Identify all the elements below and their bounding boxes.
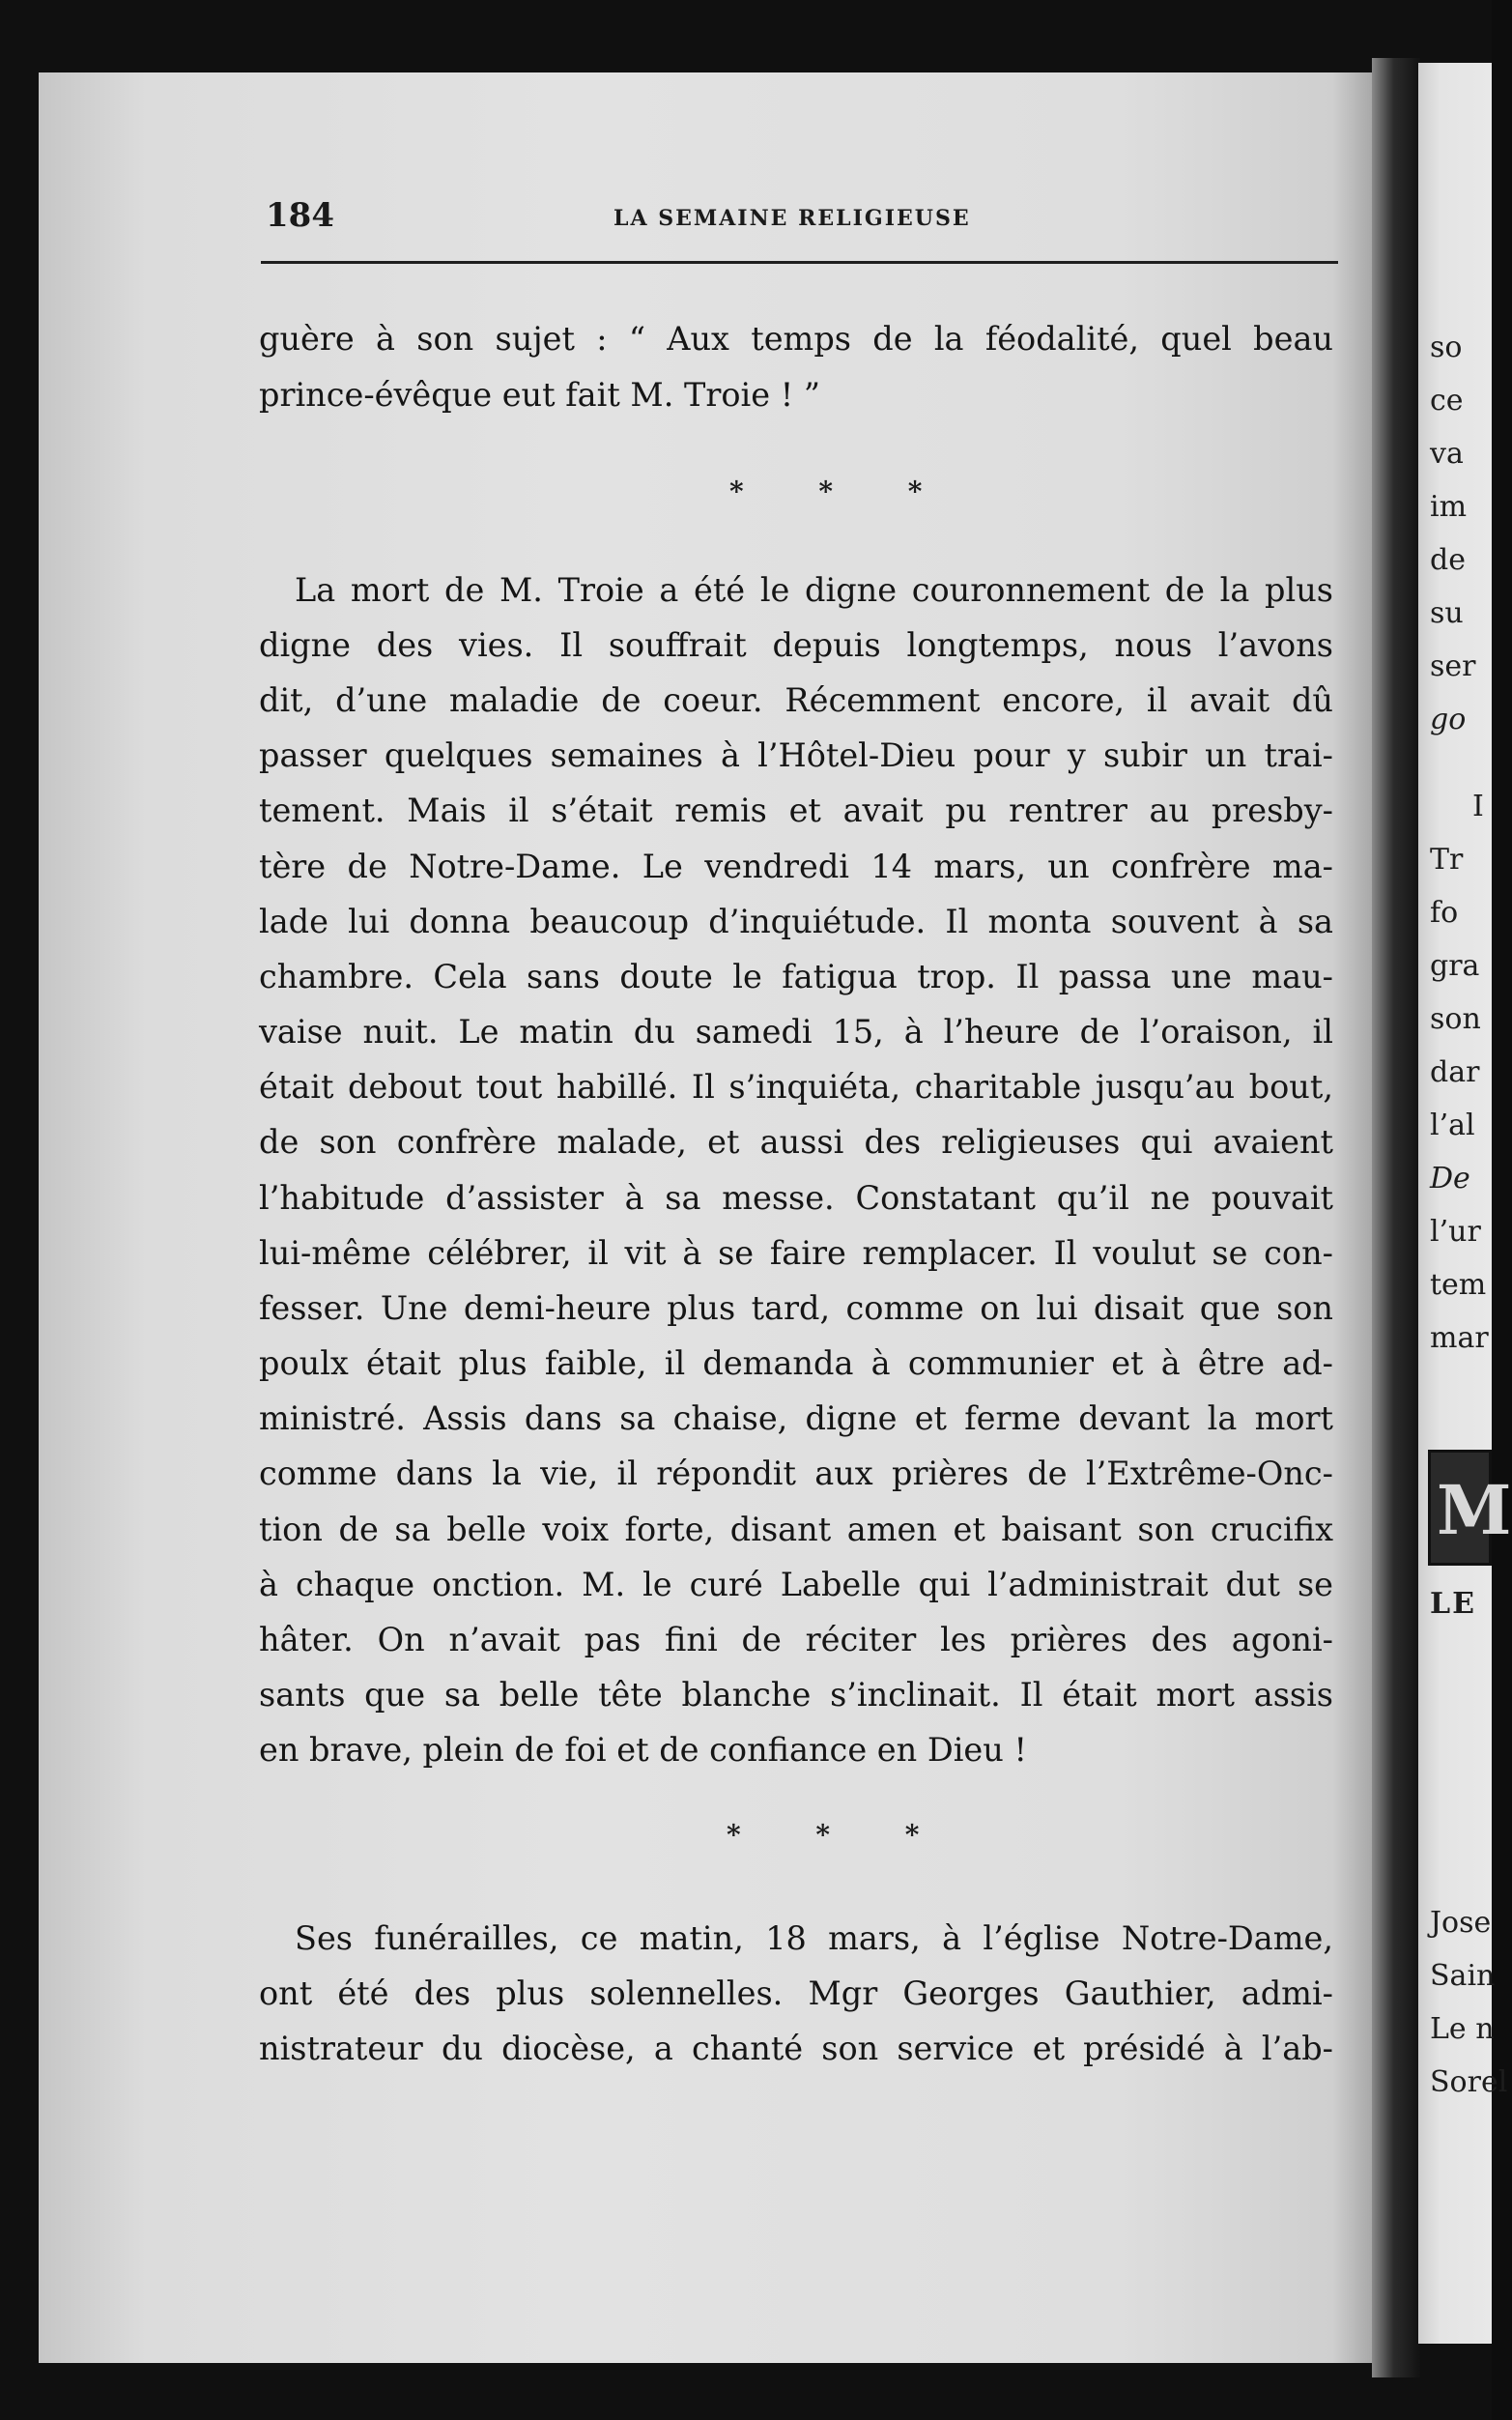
text-line: tion de sa belle voix forte, disant amen et baisant son crucifix — [259, 1511, 1333, 1548]
facing-text-fragment: Jose — [1430, 1906, 1492, 1940]
text-line: digne des vies. Il souffrait depuis longtemps, nous l’avons — [259, 626, 1333, 664]
text-line: à chaque onction. M. le curé Labelle qui l’administrait dut se — [259, 1566, 1333, 1603]
text-line: lade lui donna beaucoup d’inquiétude. Il monta souvent à sa — [259, 903, 1333, 940]
facing-text-fragment: ce — [1430, 384, 1464, 418]
facing-text-fragment: fo — [1430, 896, 1459, 930]
text-line: l’habitude d’assister à sa messe. Constatant qu’il ne pouvait — [259, 1179, 1333, 1217]
facing-text-fragment: gra — [1430, 949, 1480, 983]
header-rule — [261, 261, 1338, 264]
text-line: poulx était plus faible, il demanda à communier et à être ad- — [259, 1344, 1333, 1382]
facing-text-fragment: l’al — [1430, 1109, 1475, 1142]
text-line: sants que sa belle tête blanche s’inclinait. Il était mort assis — [259, 1676, 1333, 1714]
facing-text-fragment: Sain — [1430, 1959, 1496, 1993]
facing-page-edge — [1418, 63, 1512, 2344]
text-line: nistrateur du diocèse, a chanté son service et présidé à l’ab- — [259, 2030, 1333, 2067]
facing-text-fragment: l’ur — [1430, 1215, 1481, 1249]
text-line: tère de Notre-Dame. Le vendredi 14 mars, un confrère ma- — [259, 848, 1333, 885]
text-line: était debout tout habillé. Il s’inquiéta, charitable jusqu’au bout, — [259, 1068, 1333, 1106]
text-line: dit, d’une maladie de coeur. Récemment encore, il avait dû — [259, 681, 1333, 719]
facing-heading-fragment: LE — [1430, 1587, 1476, 1621]
running-title: LA SEMAINE RELIGIEUSE — [613, 206, 971, 231]
facing-text-fragment: im — [1430, 490, 1468, 524]
facing-text-fragment: I — [1472, 790, 1484, 823]
text-line: lui-même célébrer, il vit à se faire remplacer. Il voulut se con- — [259, 1234, 1333, 1272]
facing-text-fragment: va — [1430, 437, 1464, 471]
text-line: de son confrère malade, et aussi des religieuses qui avaient — [259, 1123, 1333, 1161]
text-line: en brave, plein de foi et de confiance en Dieu ! — [259, 1731, 1027, 1769]
text-line: ministré. Assis dans sa chaise, digne et ferme devant la mort — [259, 1399, 1333, 1437]
text-line: tement. Mais il s’était remis et avait pu rentrer au presby- — [259, 792, 1333, 829]
facing-text-fragment: de — [1430, 543, 1466, 577]
text-line: guère à son sujet : “ Aux temps de la féodalité, quel beau — [259, 320, 1333, 358]
section-separator: * * * — [727, 1819, 953, 1851]
page-number: 184 — [266, 196, 334, 235]
facing-text-fragment: son — [1430, 1002, 1481, 1036]
facing-text-fragment: dar — [1430, 1055, 1480, 1089]
ornamental-initial: M — [1428, 1450, 1492, 1566]
facing-text-fragment: su — [1430, 596, 1464, 630]
facing-text-fragment: Le n — [1430, 2012, 1495, 2046]
text-line: passer quelques semaines à l’Hôtel-Dieu pour y subir un trai- — [259, 736, 1333, 774]
text-line: prince-évêque eut fait M. Troie ! ” — [259, 376, 820, 414]
text-line: Ses funérailles, ce matin, 18 mars, à l’église Notre-Dame, — [295, 1919, 1333, 1957]
running-header — [266, 196, 1343, 246]
text-line: La mort de M. Troie a été le digne couronnement de la plus — [295, 571, 1333, 609]
text-line: hâter. On n’avait pas fini de réciter les prières des agoni- — [259, 1621, 1333, 1658]
section-separator: * * * — [729, 475, 956, 507]
facing-text-fragment: De — [1430, 1162, 1470, 1196]
text-line: ont été des plus solennelles. Mgr Georges Gauthier, admi- — [259, 1974, 1333, 2012]
book-gutter — [1372, 58, 1420, 2377]
text-line: chambre. Cela sans doute le fatigua trop. Il passa une mau- — [259, 958, 1333, 995]
facing-text-fragment: Sorel — [1430, 2065, 1508, 2099]
facing-text-fragment: tem — [1430, 1268, 1487, 1302]
text-line: vaise nuit. Le matin du samedi 15, à l’heure de l’oraison, il — [259, 1013, 1333, 1051]
text-line: comme dans la vie, il répondit aux prières de l’Extrême-Onc- — [259, 1455, 1333, 1492]
facing-text-fragment: Tr — [1430, 843, 1464, 877]
text-line: fesser. Une demi-heure plus tard, comme on lui disait que son — [259, 1289, 1333, 1327]
facing-text-fragment: mar — [1430, 1321, 1489, 1355]
facing-text-fragment: so — [1430, 331, 1463, 364]
facing-text-fragment: go — [1430, 703, 1467, 736]
facing-text-fragment: ser — [1430, 649, 1476, 683]
